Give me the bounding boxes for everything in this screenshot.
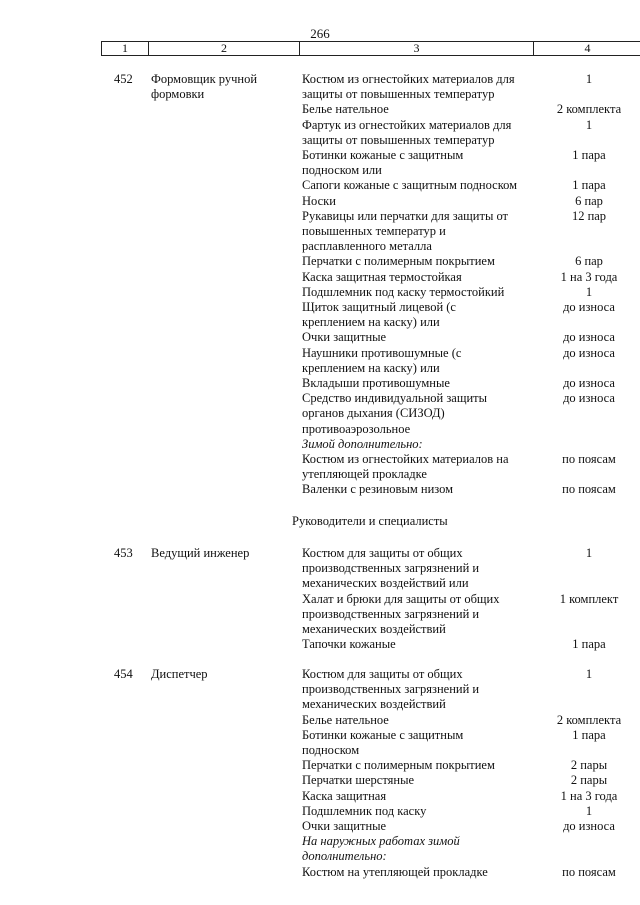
- column-header-2: 2: [221, 41, 227, 55]
- item-name: Перчатки шерстяные: [302, 773, 415, 788]
- item-name: защиты от повышенных температур: [302, 132, 495, 147]
- item-norm: до износа: [563, 300, 615, 314]
- item-name: На наружных работах зимой: [302, 834, 460, 849]
- item-name: Валенки с резиновым низом: [302, 482, 454, 497]
- item-name: Перчатки с полимерным покрытием: [302, 254, 495, 269]
- item-norm: 2 пары: [570, 773, 608, 788]
- item-norm: 1: [585, 284, 593, 299]
- profession-name: Ведущий инженер: [151, 546, 250, 560]
- item-name: утепляющей прокладке: [302, 467, 427, 482]
- item-name: Подшлемник под каску: [302, 803, 427, 818]
- item-norm: до износа: [563, 376, 615, 390]
- item-name: дополнительно:: [302, 849, 387, 864]
- page-number: 266: [310, 26, 330, 41]
- item-norm: до износа: [563, 391, 615, 406]
- item-name: Рукавицы или перчатки для защиты от: [302, 208, 509, 223]
- item-norm: 1: [585, 117, 593, 132]
- item-name: производственных загрязнений и: [302, 606, 480, 621]
- item-norm: 2 пары: [570, 758, 608, 773]
- item-norm: 6 пар: [575, 254, 603, 269]
- item-norm: 1 пара: [572, 637, 606, 652]
- item-norm: 1: [585, 667, 593, 681]
- column-header-3: 3: [413, 41, 420, 55]
- item-name: Зимой дополнительно:: [302, 436, 423, 451]
- item-name: Средство индивидуальной защиты: [302, 391, 488, 406]
- profession-name: формовки: [151, 87, 205, 102]
- item-name: защиты от повышенных температур: [302, 87, 495, 102]
- item-name: повышенных температур и: [302, 224, 446, 238]
- column-header-4: 4: [584, 41, 591, 55]
- item-name: расплавленного металла: [302, 239, 432, 254]
- column-header-1: 1: [122, 41, 128, 55]
- item-name: Тапочки кожаные: [302, 637, 396, 652]
- item-name: Фартук из огнестойких материалов для: [302, 117, 512, 132]
- item-name: механических воздействий: [302, 697, 446, 712]
- item-norm: 2 комплекта: [556, 712, 622, 727]
- item-norm: 1 на 3 года: [560, 788, 618, 803]
- item-name: Вкладыши противошумные: [302, 376, 450, 390]
- item-norm: 1: [585, 546, 593, 560]
- item-name: Халат и брюки для защиты от общих: [302, 591, 500, 606]
- item-norm: до износа: [563, 819, 615, 833]
- item-norm: 1 комплект: [559, 591, 619, 606]
- item-name: подноском или: [302, 163, 382, 178]
- item-norm: 12 пар: [571, 208, 607, 223]
- item-name: Белье нательное: [302, 712, 389, 727]
- item-norm: 1 пара: [572, 727, 606, 742]
- item-name: Костюм из огнестойких материалов для: [302, 72, 515, 86]
- item-name: Костюм из огнестойких материалов на: [302, 452, 509, 466]
- table-column-header: [101, 41, 640, 56]
- item-norm: 1 пара: [572, 148, 606, 162]
- item-norm: по поясам: [562, 452, 616, 466]
- item-name: Подшлемник под каску термостойкий: [302, 284, 505, 299]
- item-name: Ботинки кожаные с защитным: [302, 727, 464, 742]
- item-name: Сапоги кожаные с защитным подноском: [302, 178, 518, 193]
- item-norm: 1: [585, 803, 593, 818]
- item-norm: 6 пар: [575, 193, 603, 208]
- item-name: Каска защитная: [302, 788, 387, 803]
- row-number: 453: [114, 546, 133, 560]
- item-name: Каска защитная термостойкая: [302, 269, 462, 284]
- item-name: Наушники противошумные (с: [302, 345, 462, 360]
- item-name: Щиток защитный лицевой (с: [302, 300, 456, 314]
- item-norm: по поясам: [562, 864, 616, 879]
- row-number: 452: [114, 72, 133, 86]
- item-norm: 2 комплекта: [556, 102, 622, 117]
- item-name: Носки: [302, 193, 336, 208]
- item-name: противоаэрозольное: [302, 421, 411, 436]
- row-number: 454: [114, 667, 133, 681]
- item-name: Костюм на утепляющей прокладке: [302, 864, 488, 879]
- item-norm: 1 на 3 года: [560, 269, 618, 284]
- profession-name: Диспетчер: [151, 667, 208, 681]
- section-heading: Руководители и специалисты: [292, 514, 448, 528]
- item-norm: до износа: [563, 330, 615, 345]
- item-name: механических воздействий: [302, 622, 446, 636]
- item-name: механических воздействий или: [302, 576, 469, 591]
- item-norm: 1 пара: [572, 178, 606, 193]
- item-name: Белье нательное: [302, 102, 389, 117]
- item-name: Ботинки кожаные с защитным: [302, 148, 464, 162]
- item-name: подноском: [302, 743, 360, 757]
- profession-name: Формовщик ручной: [151, 72, 258, 86]
- item-name: креплением на каску) или: [302, 360, 440, 375]
- item-name: Очки защитные: [302, 819, 387, 833]
- item-name: производственных загрязнений и: [302, 561, 480, 576]
- item-name: креплением на каску) или: [302, 315, 440, 330]
- item-name: Очки защитные: [302, 330, 387, 345]
- item-name: Перчатки с полимерным покрытием: [302, 758, 495, 773]
- item-name: Костюм для защиты от общих: [302, 667, 463, 681]
- item-name: Костюм для защиты от общих: [302, 546, 463, 560]
- item-name: органов дыхания (СИЗОД): [302, 406, 445, 421]
- item-norm: до износа: [563, 345, 615, 360]
- item-name: производственных загрязнений и: [302, 682, 480, 697]
- item-norm: 1: [585, 72, 593, 86]
- item-norm: по поясам: [562, 482, 616, 497]
